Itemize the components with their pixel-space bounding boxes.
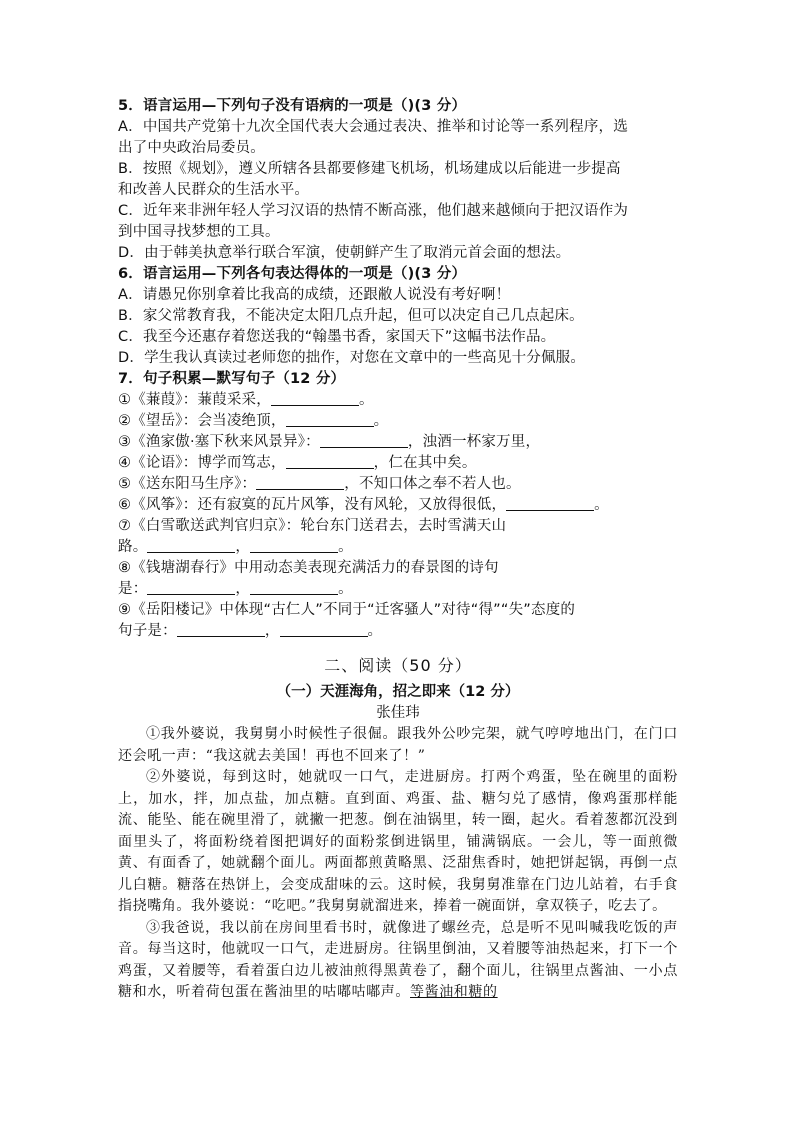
paragraph-2: ②外婆说，每到这时，她就叹一口气，走进厨房。打两个鸡蛋，坠在碗里的面粉上，加水，拌，加点盐，加点糖。直到面、鸡蛋、盐、糖匀兑了感情，像鸡蛋那样能流、能坠、能在碗里滑了，就撇一把葱。倒在油锅里，转一圈，起火。看着葱都沉没到面里头了，将面粉绕着图把调好的面粉浆倒进锅里，铺满锅底。一会儿，等一面煎微黄、有面香了，她就翻个面儿。两面都煎黄略黑、泛甜焦香时，她把饼起锅，再倒一点儿白糖。糖落在热饼上，会变成甜味的云。这时候，我舅舅准靠在门边儿站着，右手食指挠嘴角。我外婆说：“吃吧。”我舅舅就溜进来，捧着一碗面饼，拿双筷子，吃去了。: [118, 769, 678, 914]
q7-item-2-end: 。: [373, 413, 389, 429]
q7-item-7-sep: ，: [235, 539, 251, 555]
q7-item-9-end: 。: [367, 623, 383, 639]
q7-item-3-end: ，浊酒一杯家万里，: [407, 434, 541, 450]
q7-item-3-text: ③《渔家傲·塞下秋来风景异》：: [118, 434, 320, 450]
answer-blank[interactable]: [147, 580, 235, 595]
q7-item-6: [118, 495, 678, 516]
answer-blank[interactable]: [147, 538, 235, 553]
q7-item-6-text: ⑥《风筝》：还有寂寞的瓦片风筝，没有风轮，又放得很低，: [118, 497, 507, 513]
answer-blank[interactable]: [177, 622, 265, 637]
section-2-title: 二、阅读（50 分）: [324, 656, 472, 675]
q7-item-7-text: 路。: [118, 539, 148, 555]
q7-item-7-cont: [118, 537, 678, 558]
q7-item-7-end: 。: [338, 539, 353, 555]
paragraph-1: ①我外婆说，我舅舅小时候性子很倔。跟我外公吵完架，就气哼哼地出门，在门口还会吼一声：“我这就去美国！再也不回来了！”: [118, 726, 678, 764]
q7-item-8-cont: [118, 579, 678, 600]
q7-item-1: [118, 390, 678, 411]
q7-item-4-end: ，仁在其中矣。: [373, 455, 477, 471]
q7-item-1-end: 。: [358, 392, 374, 408]
q5-option-b-line2: 和改善人民群众的生活水平。: [118, 182, 310, 198]
answer-blank[interactable]: [250, 580, 338, 595]
paragraph-3-underlined: 等酱油和糖的: [410, 984, 498, 1000]
answer-blank[interactable]: [320, 433, 408, 448]
q7-item-9-text: 句子是：: [118, 623, 177, 639]
q6-option-c: C．我至今还惠存着您送我的“翰墨书香，家国天下”这幅书法作品。: [118, 329, 556, 345]
q5-option-a-line1: A．中国共产党第十九次全国代表大会通过表决、推举和讨论等一系列程序，选: [118, 119, 628, 135]
q7-item-9-cont: [118, 621, 678, 642]
q7-item-8-text: 是：: [118, 581, 148, 597]
answer-blank[interactable]: [280, 622, 368, 637]
q7-item-8-end: 。: [338, 581, 353, 597]
q5-option-c-line2: 到中国寻找梦想的工具。: [118, 224, 280, 240]
exam-page: [118, 96, 678, 1004]
q7-item-8: ⑧《钱塘湖春行》中用动态美表现充满活力的春景图的诗句: [118, 560, 499, 576]
answer-blank[interactable]: [286, 454, 374, 469]
q7-item-5: [118, 474, 678, 495]
answer-blank[interactable]: [286, 412, 374, 427]
article-author: 张佳玮: [376, 705, 420, 721]
q7-item-5-text: ⑤《送东阳马生序》：: [118, 476, 257, 492]
article-body: [118, 724, 678, 1004]
question-5-title: 5．语言运用—下列句子没有语病的一项是（)(3 分）: [118, 98, 467, 114]
q7-item-6-end: 。: [594, 497, 609, 513]
q7-item-9-sep: ，: [264, 623, 280, 639]
q7-item-7: ⑦《白雪歌送武判官归京》：轮台东门送君去，去时雪满天山: [118, 518, 507, 534]
q7-item-9: ⑨《岳阳楼记》中体现“古仁人”不同于“迁客骚人”对待“得”“失”态度的: [118, 602, 576, 618]
question-7-title: 7．句子积累—默写句子（12 分）: [118, 371, 346, 387]
q7-item-2-text: ②《望岳》：会当凌绝顶，: [118, 413, 286, 429]
q6-option-a: A．请愚兄你别拿着比我高的成绩，还跟敝人说没有考好啊！: [118, 287, 511, 303]
q5-option-d: D．由于韩美执意举行联合军演，使朝鲜产生了取消元首会面的想法。: [118, 245, 571, 261]
q7-item-4-text: ④《论语》：博学而笃志，: [118, 455, 286, 471]
q7-item-3: [118, 432, 678, 453]
q5-option-a-line2: 出了中央政治局委员。: [118, 140, 265, 156]
q7-item-2: [118, 411, 678, 432]
answer-blank[interactable]: [256, 475, 344, 490]
answer-blank[interactable]: [250, 538, 338, 553]
q7-item-1-text: ①《蒹葭》：蒹葭采采，: [118, 392, 271, 408]
paragraph-3: [118, 918, 678, 1004]
answer-blank[interactable]: [506, 496, 594, 511]
q6-option-b: B．家父常教育我，不能决定太阳几点升起，但可以决定自己几点起床。: [118, 308, 584, 324]
q5-option-b-line1: B．按照《规划》，遵义所辖各县都要修建飞机场，机场建成以后能进一步提高: [118, 161, 621, 177]
q6-option-d: D．学生我认真读过老师您的拙作，对您在文章中的一些高见十分佩服。: [118, 350, 586, 366]
paragraph-3-text: ③我爸说，我以前在房间里看书时，就像进了螺丝壳，总是听不见叫喊我吃饭的声音。每当这时，他就叹一口气，走进厨房。往锅里倒油，又着腰等油热起来，打下一个鸡蛋，又着腰等，看着蛋白边儿被油煎得黑黄卷了，翻个面儿，往锅里点酱油、一小点糖和水，听着荷包蛋在酱油里的咕嘟咕嘟声。: [118, 919, 678, 1000]
article-title: （一）天涯海角，招之即来（12 分）: [276, 684, 520, 700]
answer-blank[interactable]: [271, 391, 359, 406]
q7-item-8-sep: ，: [235, 581, 251, 597]
q5-option-c-line1: C．近年来非洲年轻人学习汉语的热情不断高涨，他们越来越倾向于把汉语作为: [118, 203, 629, 219]
question-6-title: 6．语言运用—下列各句表达得体的一项是（)(3 分）: [118, 266, 467, 282]
q7-item-4: [118, 453, 678, 474]
q7-item-5-end: ，不知口体之奉不若人也。: [344, 476, 521, 492]
